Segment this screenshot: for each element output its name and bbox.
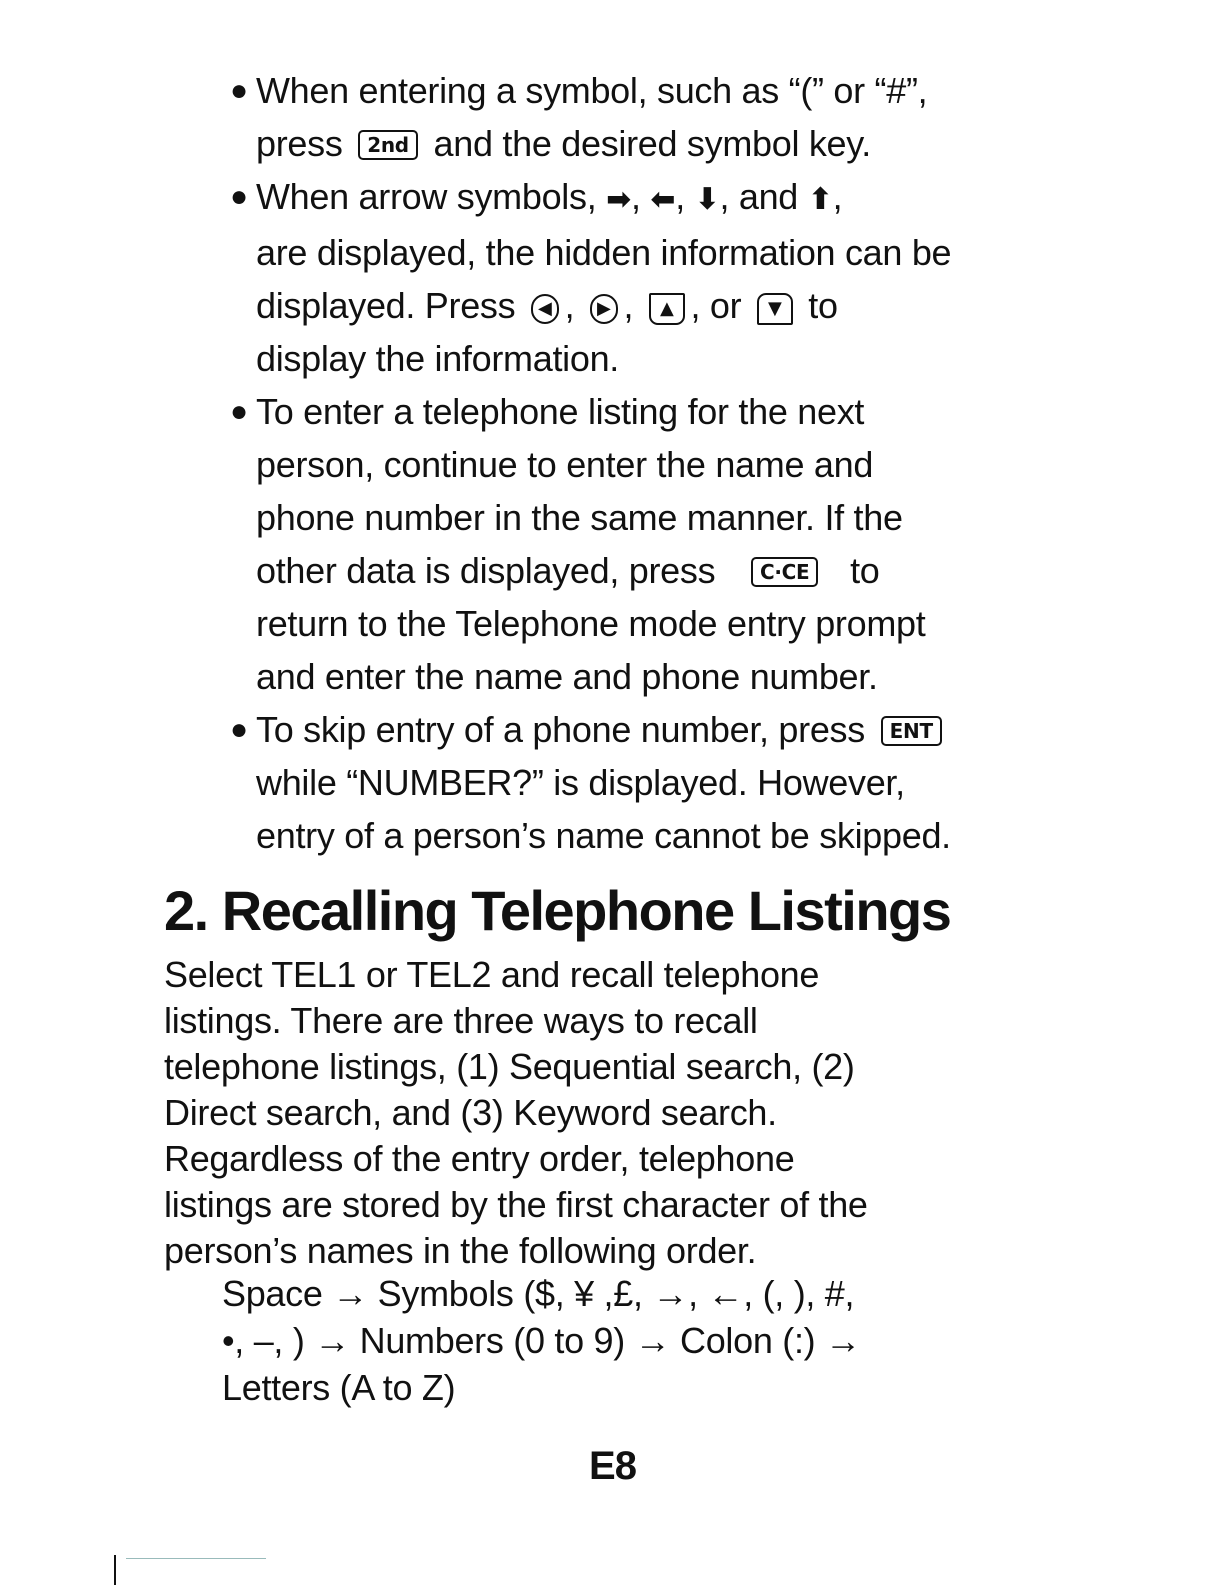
bullet-dot: ●: [230, 180, 248, 213]
up-arrow-icon: ⬆: [807, 182, 833, 217]
left-arrow-icon: ⬅: [650, 182, 676, 217]
text-line: return to the Telephone mode entry prompt: [256, 603, 926, 644]
text-line: and enter the name and phone number.: [256, 656, 878, 697]
bullet-dot: ●: [230, 74, 248, 107]
text-line: To skip entry of a phone number, press ENT: [256, 703, 1026, 756]
text-line: display the information.: [256, 338, 619, 379]
text-line: When entering a symbol, such as “(” or “#”,: [256, 70, 928, 111]
ent-key-icon: ENT: [881, 716, 942, 746]
text-line: while “NUMBER?” is displayed. However,: [256, 762, 905, 803]
text-line: press 2nd and the desired symbol key.: [256, 123, 872, 164]
text-line: Direct search, and (3) Keyword search.: [164, 1092, 777, 1133]
text-line: telephone listings, (1) Sequential search, (2): [164, 1046, 855, 1087]
text-line: person’s names in the following order.: [164, 1230, 757, 1271]
down-key-icon: ▼: [757, 293, 793, 325]
text-line: Letters (A to Z): [222, 1367, 456, 1408]
sort-order: [222, 1270, 1042, 1411]
up-key-icon: ▲: [649, 293, 685, 325]
scan-edge-line: [126, 1558, 266, 1559]
bullet-dot: ●: [230, 713, 248, 746]
bullet-arrow-symbols: [226, 170, 1026, 385]
bullet-list: [226, 64, 1026, 862]
section-body: [164, 952, 1044, 1274]
text-line: listings are stored by the first character of the: [164, 1184, 868, 1225]
right-key-icon: ▶: [590, 294, 618, 324]
text-line: Select TEL1 or TEL2 and recall telephone: [164, 954, 820, 995]
down-arrow-icon: ⬇: [694, 182, 720, 217]
text-line: Space → Symbols ($, ¥ ,£, →, ←, (, ), #,: [222, 1273, 855, 1314]
scan-edge-mark: [114, 1555, 116, 1585]
left-key-icon: ◀: [531, 294, 559, 324]
text-line: displayed. Press ◀ , ▶ , ▲ , or ▼ to: [256, 285, 838, 326]
bullet-skip-entry: [226, 703, 1026, 862]
bullet-symbol-entry: [226, 64, 1026, 170]
bullet-next-person: [226, 385, 1026, 703]
section-heading: 2. Recalling Telephone Listings: [164, 879, 951, 942]
c-ce-key-icon: C·CE: [751, 557, 818, 587]
text-line: Regardless of the entry order, telephone: [164, 1138, 795, 1179]
page-number: E8: [589, 1444, 636, 1488]
text-line: other data is displayed, press C·CE to: [256, 550, 880, 591]
text-line: listings. There are three ways to recall: [164, 1000, 758, 1041]
text-line: person, continue to enter the name and: [256, 444, 874, 485]
text-line: are displayed, the hidden information can be: [256, 232, 952, 273]
text-line: •, –, ) → Numbers (0 to 9) → Colon (:) →: [222, 1320, 861, 1361]
text-line: To enter a telephone listing for the next: [256, 391, 865, 432]
text-line: phone number in the same manner. If the: [256, 497, 903, 538]
text-line: When arrow symbols, ➡, ⬅, ⬇, and ⬆,: [256, 176, 843, 217]
bullet-dot: ●: [230, 395, 248, 428]
text-line: entry of a person’s name cannot be skipped.: [256, 815, 951, 856]
right-arrow-icon: ➡: [606, 182, 631, 217]
2nd-key-icon: 2nd: [358, 130, 418, 160]
